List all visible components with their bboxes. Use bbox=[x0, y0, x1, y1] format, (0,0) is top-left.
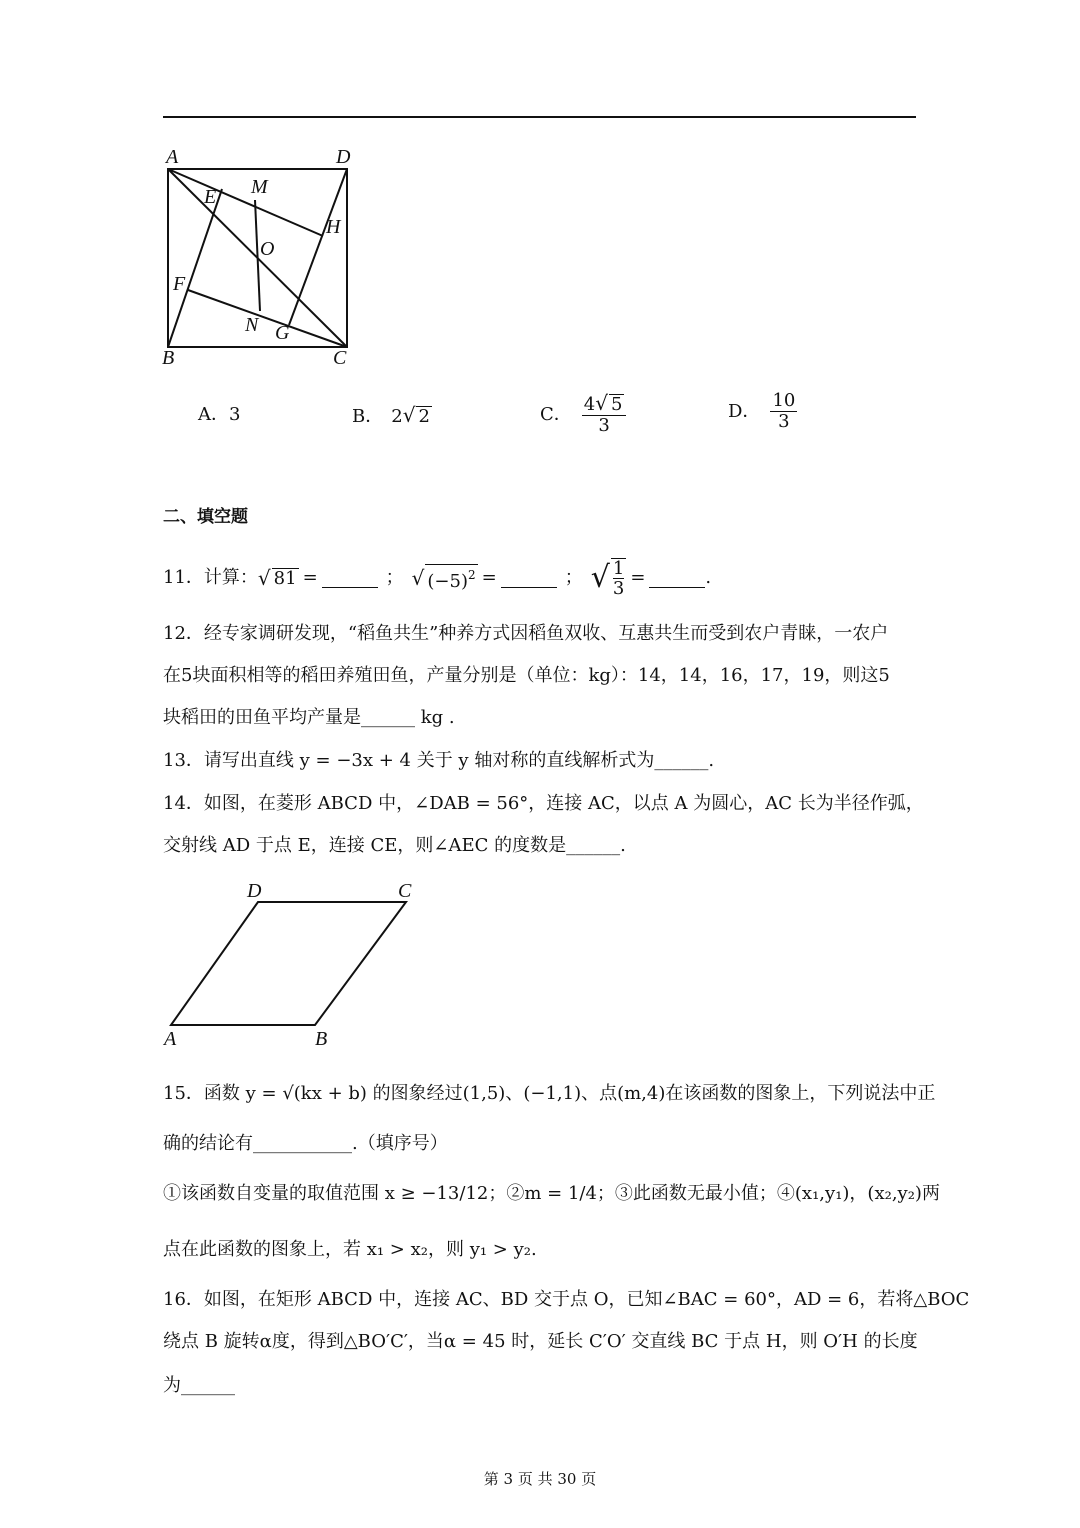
figure-rhombus-diagram bbox=[155, 875, 425, 1050]
label-m: M bbox=[251, 176, 268, 198]
question-16-line-1: 16．如图，在矩形 ABCD 中，连接 AC、BD 交于点 O，已知∠BAC = 60°，AD = 6，若将△BOC bbox=[163, 1289, 970, 1310]
label-o: O bbox=[260, 238, 275, 260]
question-16-line-2: 绕点 B 旋转α度，得到△BO′C′，当α = 45 时，延长 C′O′ 交直线 BC 于点 H，则 O′H 的长度 bbox=[163, 1331, 918, 1352]
figure-square-diagram bbox=[155, 140, 375, 375]
question-14-line-2: 交射线 AD 于点 E，连接 CE，则∠AEC 的度数是______. bbox=[163, 835, 626, 856]
option-d: D． $\frac{10}{3}$ bbox=[728, 390, 796, 432]
label-d2: D bbox=[247, 880, 262, 902]
question-15-line-4: 点在此函数的图象上，若 x₁ > x₂，则 y₁ > y₂. bbox=[163, 1239, 537, 1260]
header-rule bbox=[163, 116, 916, 118]
label-g: G bbox=[275, 322, 290, 344]
segment-fc bbox=[188, 290, 347, 347]
option-a: A．3 bbox=[198, 404, 241, 425]
label-b: B bbox=[162, 347, 175, 369]
question-12-line-1: 12．经专家调研发现，“稻鱼共生”种养方式因稻鱼双收、互惠共生而受到农户青睐，一农户 bbox=[163, 623, 889, 644]
option-c: C． $\frac{4√ 5}{3}$ bbox=[540, 393, 626, 436]
option-b: B． 2√ 2 bbox=[352, 403, 430, 427]
label-c: C bbox=[333, 347, 347, 369]
question-12-line-3: 块稻田的田鱼平均产量是______ kg . bbox=[163, 707, 455, 728]
section-title: 二、填空题 bbox=[163, 507, 248, 527]
segment-dg bbox=[289, 169, 347, 325]
question-12-line-2: 在5块面积相等的稻田养殖田鱼，产量分别是（单位：kg）：14，14，16，17，19，则这5 bbox=[163, 665, 890, 686]
question-11: 11．计算： √ 81 = ； √ $(-5)^2$ = ； √ $\frac{1}{3}$ = . bbox=[163, 558, 712, 599]
question-14-line-1: 14．如图，在菱形 ABCD 中，∠DAB = 56°，连接 AC，以点 A 为圆心，AC 长为半径作弧， bbox=[163, 793, 924, 814]
page-footer: 第 3 页 共 30 页 bbox=[483, 1470, 597, 1488]
label-c2: C bbox=[398, 880, 412, 902]
question-13: 13．请写出直线 y = −3x + 4 关于 y 轴对称的直线解析式为______. bbox=[163, 750, 715, 771]
label-n: N bbox=[245, 314, 259, 336]
label-d: D bbox=[336, 146, 351, 168]
question-15-line-1: 15．函数 y = √(kx + b) 的图象经过(1,5)、(−1,1)、点(m,4)在该函数的图象上，下列说法中正 bbox=[163, 1083, 936, 1104]
question-15-line-2: 确的结论有___________.（填序号） bbox=[163, 1133, 448, 1154]
label-h: H bbox=[326, 216, 341, 238]
label-b2: B bbox=[315, 1028, 328, 1050]
label-a: A bbox=[166, 146, 179, 168]
label-e: E bbox=[204, 186, 217, 208]
question-16-line-3: 为______ bbox=[163, 1375, 235, 1396]
segment-be bbox=[168, 189, 222, 347]
segment-ah bbox=[168, 169, 323, 236]
question-15-line-3: ①该函数自变量的取值范围 x ≥ −13/12；②m = 1/4；③此函数无最小值；④(x₁,y₁)，(x₂,y₂)两 bbox=[163, 1183, 940, 1204]
rhombus-abcd bbox=[171, 902, 406, 1025]
label-a2: A bbox=[164, 1028, 177, 1050]
label-f: F bbox=[173, 273, 186, 295]
